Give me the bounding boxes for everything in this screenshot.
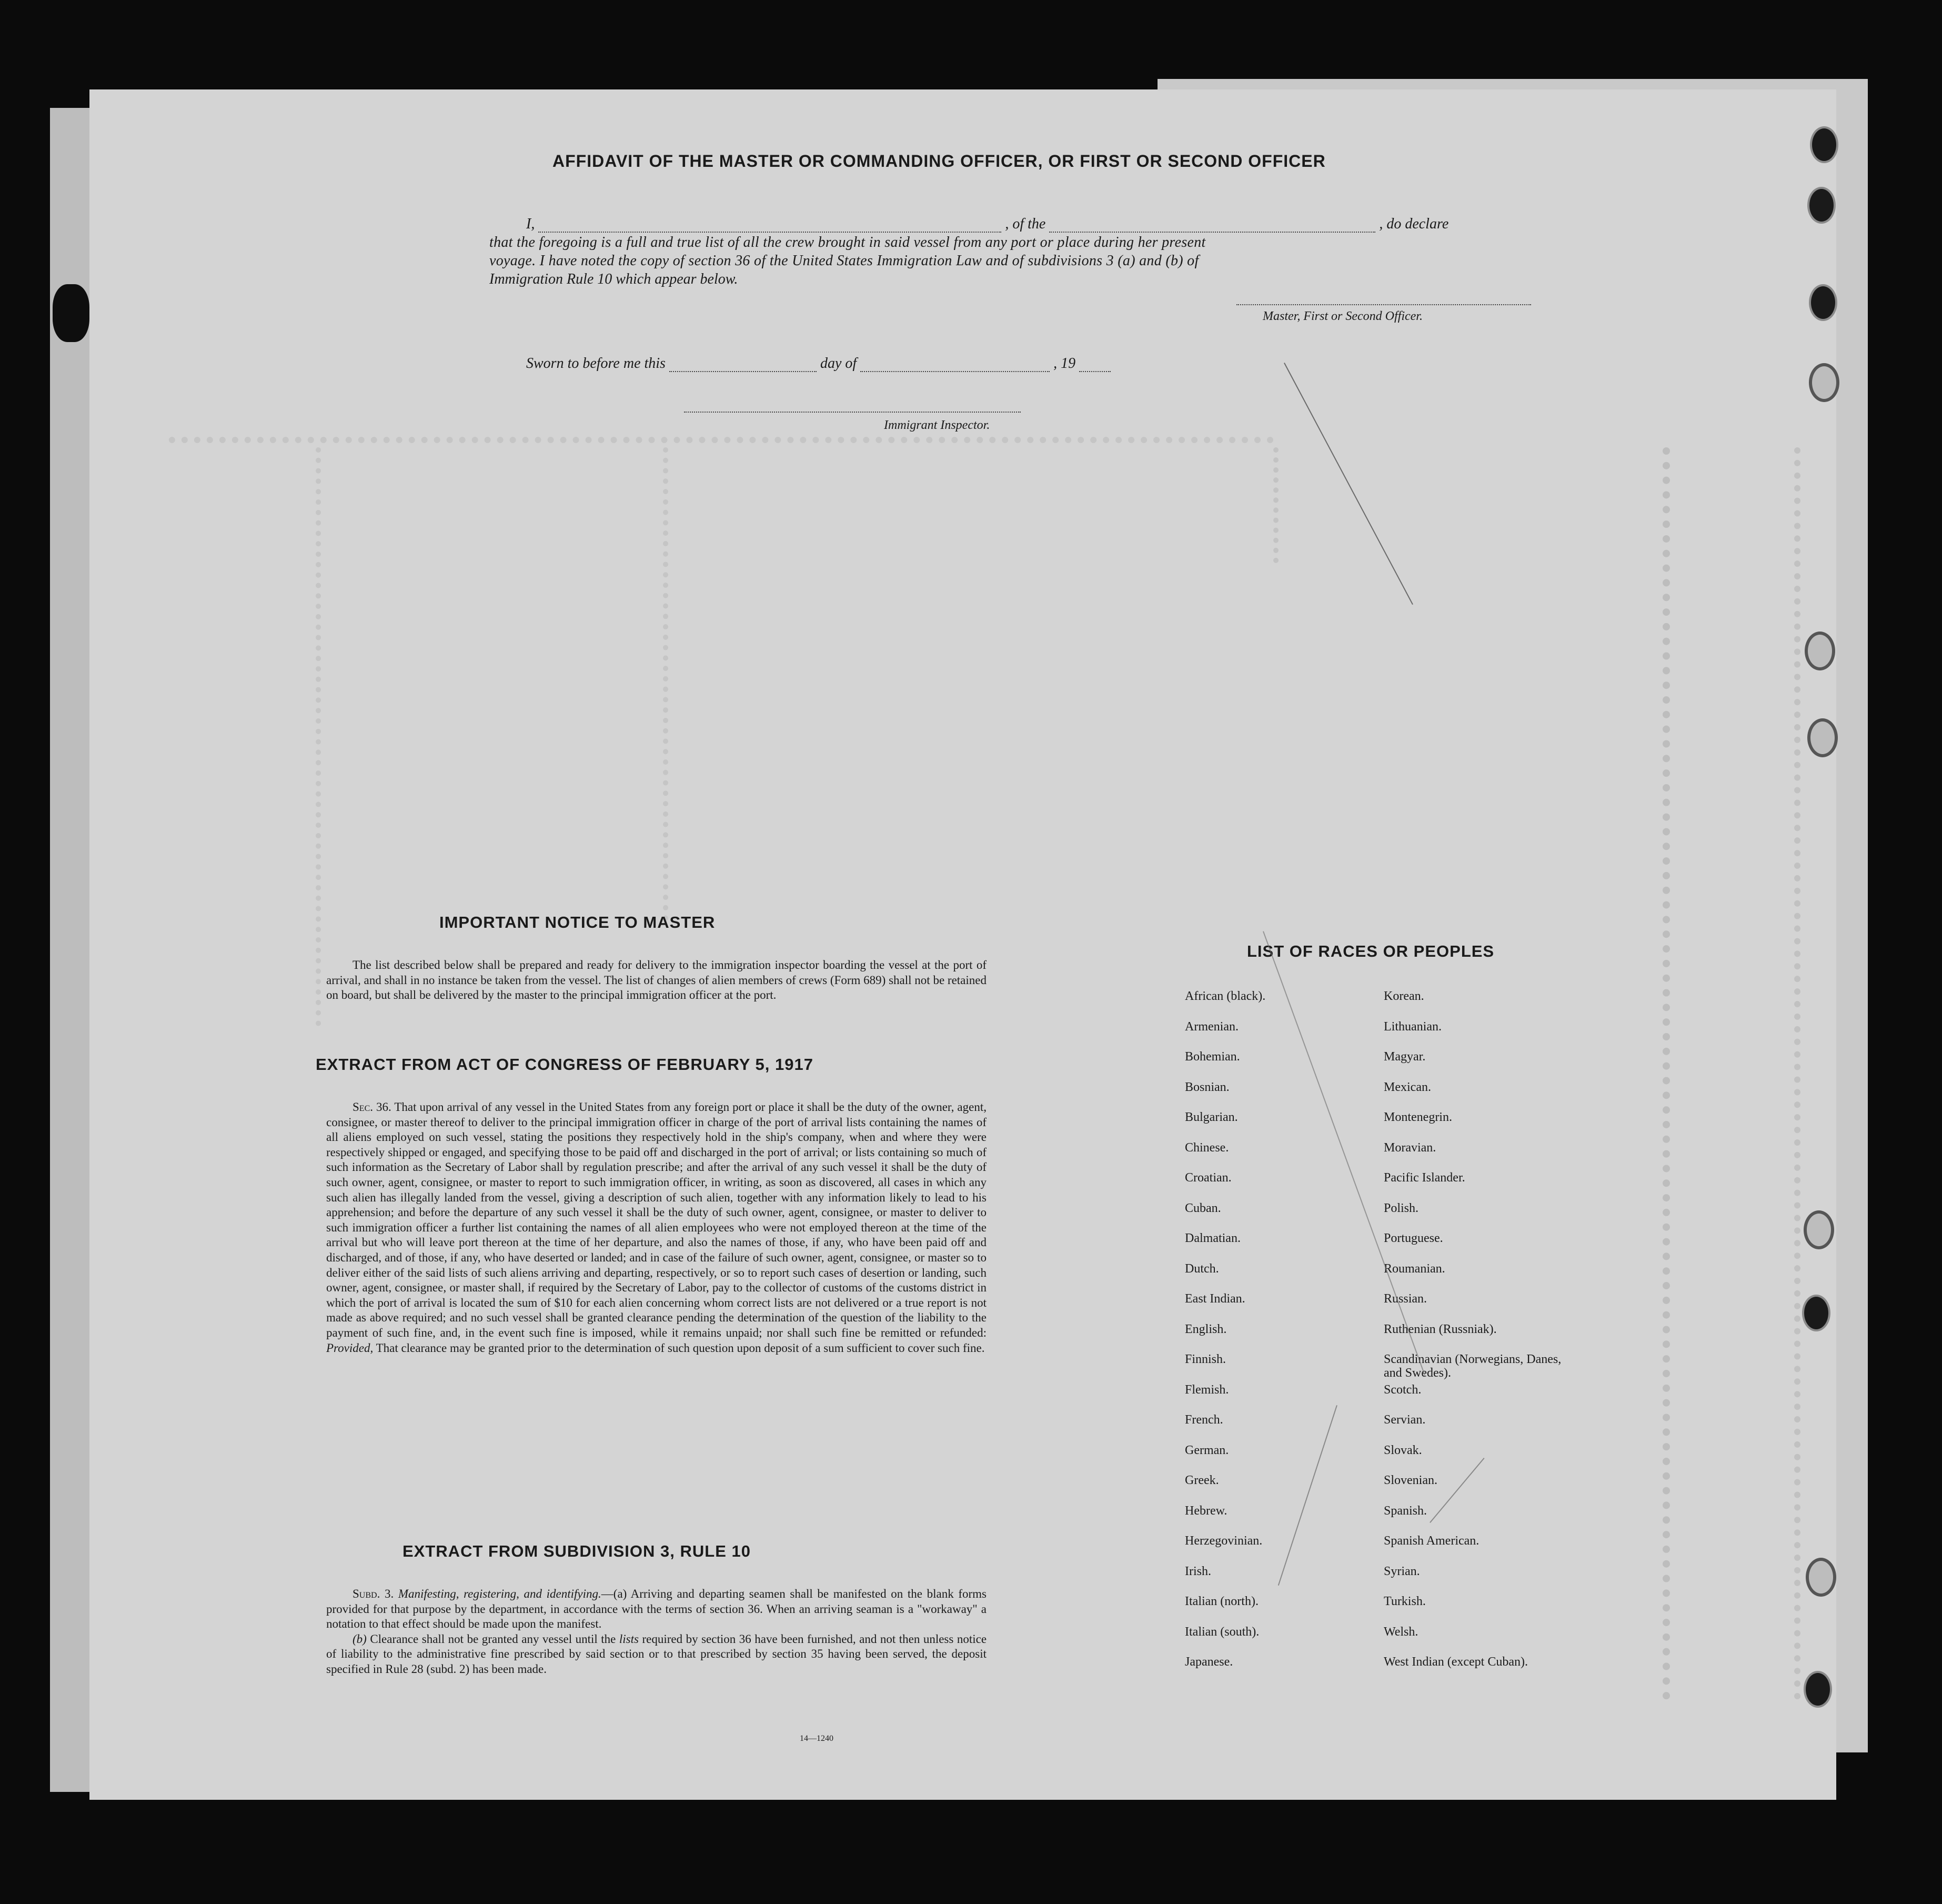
race-item: Hebrew. bbox=[1185, 1504, 1227, 1518]
race-item: Cuban. bbox=[1185, 1201, 1221, 1215]
edge-blot bbox=[53, 284, 89, 342]
binding-hole bbox=[1807, 718, 1838, 757]
affidavit-word-i: I, bbox=[526, 216, 535, 232]
race-item: Syrian. bbox=[1384, 1564, 1420, 1578]
rule-para-b-lists: lists bbox=[619, 1632, 639, 1646]
race-item: Servian. bbox=[1384, 1413, 1426, 1427]
race-item: West Indian (except Cuban). bbox=[1384, 1655, 1528, 1669]
race-item: Mexican. bbox=[1384, 1080, 1431, 1094]
sworn-day-field[interactable] bbox=[669, 357, 817, 372]
signature-line[interactable] bbox=[1236, 304, 1531, 305]
race-item: English. bbox=[1185, 1322, 1227, 1336]
binding-hole bbox=[1809, 363, 1839, 402]
affidavit-title: AFFIDAVIT OF THE MASTER OR COMMANDING OFFICER, OR FIRST OR SECOND OFFICER bbox=[552, 152, 1326, 171]
race-item: Roumanian. bbox=[1384, 1261, 1445, 1276]
signature-caption: Master, First or Second Officer. bbox=[1263, 309, 1423, 323]
race-item: Flemish. bbox=[1185, 1382, 1229, 1397]
race-item: Moravian. bbox=[1384, 1140, 1436, 1155]
races-title: LIST OF RACES OR PEOPLES bbox=[1247, 942, 1495, 960]
race-item: Spanish. bbox=[1384, 1504, 1427, 1518]
race-item: Ruthenian (Russniak). bbox=[1384, 1322, 1497, 1336]
rule-para-b-label: (b) bbox=[353, 1632, 367, 1646]
affidavit-line-3: voyage. I have noted the copy of section 36 of the United States Immigration Law and of subdivisions 3 (a) and (b) of bbox=[489, 253, 1199, 269]
act-extract-title: EXTRACT FROM ACT OF CONGRESS OF FEBRUARY 5, 1917 bbox=[316, 1055, 813, 1074]
rule-extract-title: EXTRACT FROM SUBDIVISION 3, RULE 10 bbox=[403, 1542, 751, 1560]
manifest-page bbox=[89, 89, 1836, 1800]
race-item: German. bbox=[1185, 1443, 1229, 1457]
notice-body bbox=[326, 958, 987, 1003]
race-item: Lithuanian. bbox=[1384, 1019, 1442, 1034]
master-name-field[interactable] bbox=[538, 218, 1001, 233]
sworn-year-field[interactable] bbox=[1079, 357, 1111, 372]
rule-subd-heading: Manifesting, registering, and identifying. bbox=[398, 1587, 601, 1600]
notice-text: The list described below shall be prepared and ready for delivery to the immigration inspector boarding the vessel at the port of arrival, and shall in no instance be taken from the vessel. The list of changes of alien members of crews (Form 689) shall not be retained on board, but shall be delivered by the master to the principal immigration officer at the port. bbox=[326, 958, 987, 1002]
rule-subd-label: Subd. 3. bbox=[353, 1587, 394, 1600]
affidavit-word-declare: , do declare bbox=[1379, 216, 1449, 232]
race-item: Slovenian. bbox=[1384, 1474, 1437, 1487]
rule-extract-body bbox=[326, 1587, 987, 1677]
race-item: Scotch. bbox=[1384, 1382, 1422, 1397]
binding-hole bbox=[1802, 1295, 1830, 1331]
binding-hole bbox=[1810, 126, 1838, 163]
race-item: Herzegovinian. bbox=[1185, 1534, 1263, 1548]
race-item: Russian. bbox=[1384, 1292, 1427, 1306]
race-item: African (black). bbox=[1185, 989, 1266, 1003]
race-item: Pacific Islander. bbox=[1384, 1171, 1465, 1185]
race-item: Bulgarian. bbox=[1185, 1110, 1238, 1124]
binding-hole bbox=[1806, 1558, 1836, 1597]
affidavit-word-of-the: , of the bbox=[1005, 216, 1046, 232]
sworn-month-field[interactable] bbox=[860, 357, 1050, 372]
binding-hole bbox=[1804, 1671, 1832, 1708]
binding-hole bbox=[1805, 632, 1835, 670]
rule-para-b-mid: Clearance shall not be granted any vessel until the bbox=[370, 1632, 616, 1646]
race-item: Finnish. bbox=[1185, 1352, 1226, 1366]
race-item: Greek. bbox=[1185, 1474, 1219, 1487]
pencil-mark bbox=[1278, 1405, 1337, 1586]
sworn-prefix: Sworn to before me this bbox=[526, 355, 666, 372]
races-column-2 bbox=[1384, 989, 1594, 1686]
form-number: 14—1240 bbox=[800, 1734, 833, 1743]
race-item: Magyar. bbox=[1384, 1050, 1426, 1064]
race-item: Slovak. bbox=[1384, 1443, 1422, 1457]
inspector-caption: Immigrant Inspector. bbox=[884, 418, 990, 432]
race-item: Welsh. bbox=[1384, 1625, 1418, 1639]
race-item: Spanish American. bbox=[1384, 1534, 1480, 1548]
rule-para-a: —(a) Arriving and departing seamen shall be manifested on the blank forms provided for that purpose by the department, in accordance with the terms of section 36. When an arriving seaman is a "workaway" a notation to that effect should be made upon the manifest. bbox=[326, 1587, 987, 1631]
vessel-name-field[interactable] bbox=[1049, 218, 1375, 233]
sworn-year: , 19 bbox=[1053, 355, 1076, 372]
race-item: Turkish. bbox=[1384, 1595, 1426, 1608]
affidavit-line-1 bbox=[526, 216, 1448, 233]
race-item: Portuguese. bbox=[1384, 1231, 1443, 1245]
race-item: Polish. bbox=[1384, 1201, 1419, 1215]
act-section-label: Sec. 36. bbox=[353, 1100, 391, 1114]
binding-hole bbox=[1807, 187, 1836, 224]
race-item: Armenian. bbox=[1185, 1019, 1239, 1034]
race-item: Dutch. bbox=[1185, 1261, 1219, 1276]
race-item: Italian (south). bbox=[1185, 1625, 1260, 1639]
race-item: Korean. bbox=[1384, 989, 1424, 1003]
race-item: Bosnian. bbox=[1185, 1080, 1230, 1094]
race-item: French. bbox=[1185, 1413, 1223, 1427]
race-item: Dalmatian. bbox=[1185, 1231, 1241, 1245]
race-item: Croatian. bbox=[1185, 1171, 1232, 1185]
race-item: Irish. bbox=[1185, 1564, 1211, 1578]
race-item: Bohemian. bbox=[1185, 1050, 1240, 1064]
affidavit-line-2: that the foregoing is a full and true list of all the crew brought in said vessel from any port or place during her present bbox=[489, 234, 1206, 250]
act-extract-body bbox=[326, 1100, 987, 1356]
race-item: East Indian. bbox=[1185, 1292, 1245, 1306]
notice-title: IMPORTANT NOTICE TO MASTER bbox=[439, 913, 716, 931]
binding-hole bbox=[1804, 1210, 1834, 1249]
act-section-text: That upon arrival of any vessel in the United States from any foreign port or place it shall be the duty of the owner, agent, consignee, or master thereof to deliver to the principal immigration officer in charge of the port of arrival lists containing the names of all aliens employed on such vessel, stating the positions they respectively hold in the ship's company, when and where they were respectively shipped or engaged, and specifying those to be paid off and discharged in the port of arrival; or lists containing so much of such information as the Secretary of Labor shall by regulation prescribe; and after the arrival of any such vessel it shall be the duty of such owner, agent, consignee, or master to report to such immigration officer, in writing, as soon as discovered, all cases in which any such alien has illegally landed from the vessel, giving a description of such alien, together with any information likely to lead to his apprehension; and before the departure of any such vessel it shall be the duty of such owner, agent, consignee, or master to deliver to such immigration officer a further list containing the names of all alien employees who were not employed thereon at the time of the arrival but who will leave port thereon at the time of her departure, and also the names of those, if any, who have been paid off and discharged, and of those, if any, who have deserted or landed; and in case of the failure of such owner, agent, consignee, or master so to deliver either of the said lists of such aliens arriving and departing, respectively, or so to report such cases of desertion or landing, such owner, agent, consignee, or master shall, if required by the Secretary of Labor, pay to the collector of customs of the customs district in which the port of arrival is located the sum of $10 for each alien concerning whom correct lists are not delivered or a true report is not made as above required; and no such vessel shall be granted clearance pending the determination of the question of the liability to the payment of such fine, and, in the event such fine is imposed, while it remains unpaid; nor shall such fine be remitted or refunded: bbox=[326, 1100, 987, 1339]
race-item: Chinese. bbox=[1185, 1140, 1229, 1155]
inspector-signature-line[interactable] bbox=[684, 412, 1021, 413]
affidavit-line-4: Immigration Rule 10 which appear below. bbox=[489, 271, 738, 287]
race-item: Scandinavian (Norwegians, Danes, and Swedes). bbox=[1384, 1352, 1562, 1380]
race-item: Montenegrin. bbox=[1384, 1110, 1452, 1124]
sworn-day-of: day of bbox=[820, 355, 857, 372]
rule-para-b: required by section 36 have been furnished, and not then unless notice of liability to the administrative fine prescribed by said section or to that prescribed by section 35 having been served, the deposit specified in Rule 28 (subd. 2) has been made. bbox=[326, 1632, 987, 1676]
act-provided: Provided, bbox=[326, 1341, 374, 1355]
races-column-1 bbox=[1185, 989, 1265, 1686]
pencil-mark bbox=[1284, 363, 1413, 605]
race-item: Japanese. bbox=[1185, 1655, 1233, 1669]
sworn-line bbox=[526, 355, 1111, 372]
race-item: Italian (north). bbox=[1185, 1595, 1259, 1608]
act-section-text-end: That clearance may be granted prior to the determination of such question upon deposit of a sum sufficient to cover such fine. bbox=[376, 1341, 985, 1355]
binding-hole bbox=[1809, 284, 1837, 321]
